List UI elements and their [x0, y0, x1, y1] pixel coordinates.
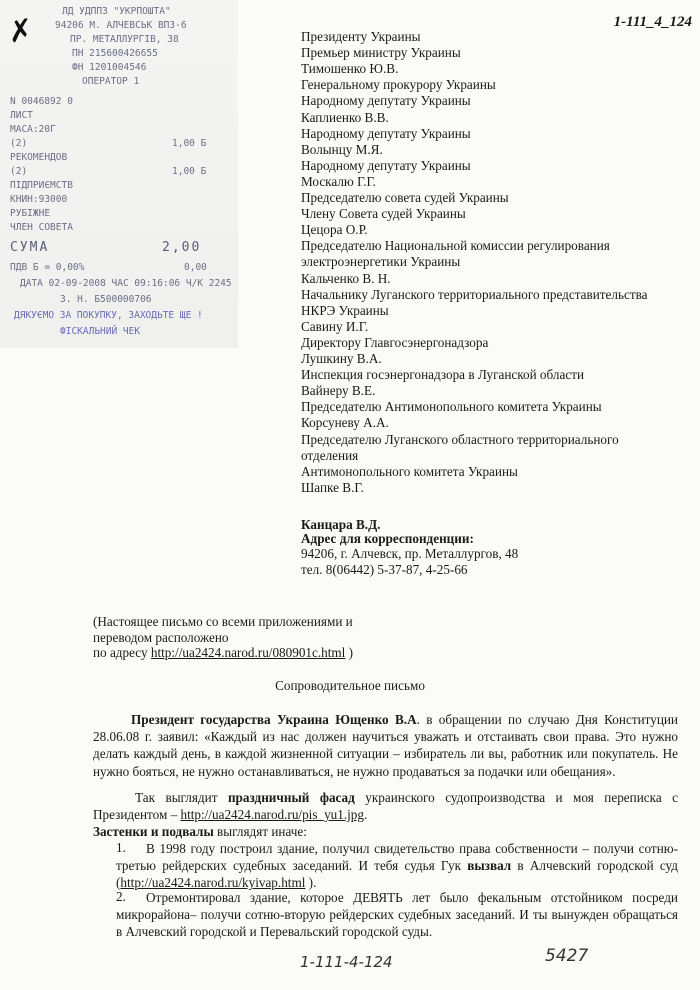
addressee-line: Председателю Национальной комиссии регулирования: [301, 238, 610, 254]
addressee-line: Народному депутату Украины: [301, 157, 471, 173]
addressee-line: Народному депутату Украины: [301, 125, 471, 141]
receipt-amount: 1,00 Б: [172, 138, 207, 149]
addressee-line: Москалю Г.Г.: [301, 173, 376, 189]
receipt-line: (2): [10, 138, 28, 149]
receipt-line: ФН 1201004546: [72, 62, 147, 73]
receipt-amount: 1,00 Б: [172, 166, 207, 177]
text-span: украинского судопроизводства и моя переписка с Президентом –: [93, 790, 679, 823]
sender-street: 94206, г. Алчевск, пр. Металлургов, 48: [301, 546, 519, 561]
receipt-line: З. Н. Б500000706: [60, 294, 152, 305]
text-span: выглядят иначе:: [213, 824, 307, 839]
postal-receipt: [0, 0, 238, 348]
receipt-line: ПДВ Б = 0,00%: [10, 262, 85, 273]
addressee-line: Премьер министру Украины: [301, 45, 461, 61]
sender-phone: тел. 8(06442) 5-37-87, 4-25-66: [301, 562, 468, 577]
court-link[interactable]: http://ua2424.narod.ru/kyivap.html: [120, 875, 306, 891]
list-number: 1.: [116, 840, 126, 855]
addressee-line: отделения: [301, 447, 359, 463]
paragraph-facade: [93, 789, 678, 823]
addressee-line: Инспекция госэнергонадзора в Луганской области: [301, 367, 585, 383]
text-span: в Алчевский городской суд (: [116, 858, 678, 891]
receipt-total-label: СУМА: [10, 240, 50, 255]
note-line: (Настоящее письмо со всеми приложениями и: [93, 614, 353, 629]
address-label: Адрес для корреспонденции:: [301, 531, 474, 546]
addressee-line: Директору Главгосэнергонадзора: [301, 334, 489, 350]
document-title: Сопроводительное письмо: [275, 678, 425, 693]
note-line-3: [93, 645, 353, 661]
receipt-line: ДАТА 02-09-2008 ЧАС 09:16:06 Ч/К 2245: [20, 278, 232, 289]
note-line: переводом расположено: [93, 630, 229, 645]
note-link[interactable]: http://ua2424.narod.ru/080901c.html: [150, 645, 346, 660]
addressee-line: Лушкину В.А.: [301, 351, 382, 366]
addressee-line: Волынцу М.Я.: [301, 141, 383, 157]
addressee-line: Вайнеру В.Е.: [301, 383, 376, 399]
addressee-line: НКРЭ Украины: [301, 302, 389, 318]
addressee-line: электроэнергетики Украины: [301, 254, 461, 270]
list-number: 2.: [116, 889, 126, 904]
addressee-line: Председателю Антимонопольного комитета Украины: [301, 399, 602, 415]
president-name: Президент государства Украина Ющенко В.А: [131, 712, 417, 727]
note-prefix: по адресу: [93, 645, 151, 660]
receipt-line: ПР. МЕТАЛЛУРГІВ, 38: [70, 34, 179, 45]
sender-name: Канцара В.Д.: [301, 517, 381, 532]
addressee-line: Шапке В.Г.: [301, 479, 364, 495]
text-span: .: [364, 807, 368, 823]
addressee-line: Президенту Украины: [301, 29, 421, 44]
addressee-line: Народному депутату Украины: [301, 93, 471, 109]
addressee-line: Генеральному прокурору Украины: [301, 77, 496, 93]
addressee-line: Начальнику Луганского территориального представительства: [301, 286, 648, 302]
addressee-line: Каплиенко В.В.: [301, 109, 389, 125]
handwritten-code: 1-111-4-124: [300, 953, 393, 971]
addressee-line: Цецора О.Р.: [301, 222, 368, 238]
addressee-line: Савину И.Г.: [301, 318, 369, 334]
receipt-line: ЛИСТ: [10, 110, 33, 121]
quote-text: . в обращении по случаю Дня Конституции 28.06.08 г. заявил: «Каждый из нас должен научиться уважать и отстаивать свои права. Это нужно делать каждый день, в каждой жизненной ситуации – избиратель ли вы, работник или покупатель. Не нужно бояться, не нужно останавливаться, не нужно продаваться за подачки или обещания».: [93, 712, 678, 779]
receipt-line: ДЯКУЄМО ЗА ПОКУПКУ, ЗАХОДЬТЕ ЩЕ !: [14, 310, 203, 321]
receipt-line: РЕКОМЕНДОВ: [10, 152, 68, 163]
handwritten-number: 5427: [545, 946, 589, 966]
list-item: [116, 840, 678, 892]
receipt-line: РУБІЖНЕ: [10, 208, 51, 219]
text-span: ).: [305, 875, 317, 891]
bold-span: Застенки и подвалы: [93, 824, 214, 839]
receipt-line: 94206 М. АЛЧЕВСЬК ВПЗ-6: [55, 20, 187, 31]
receipt-line: ЛД УДППЗ "УКРПОШТА": [62, 6, 171, 17]
document-code: 1-111_4_124: [613, 14, 692, 30]
addressee-line: Председателю Луганского областного территориального: [301, 431, 619, 447]
bold-span: вызвал: [467, 858, 512, 874]
note-suffix: ): [345, 645, 354, 660]
receipt-line: ОПЕРАТОР 1: [82, 76, 140, 87]
text-span: В 1998 году построил здание, получил свидетельство права собственности – получи сотню-третью рейдерских судебных заседаний. И тебя судья Гук: [116, 841, 678, 874]
receipt-total-value: 2,00: [162, 240, 202, 255]
list-item: Отремонтировал здание, которое ДЕВЯТЬ лет было фекальным отстойником посреди микрорайона– получи сотню-вторую рейдерских судебных заседаний. И ты вынужден обращаться в Алчевский городской и Перевальский городской суды.: [116, 890, 678, 940]
correspondence-link[interactable]: http://ua2424.narod.ru/pis_yu1.jpg: [180, 807, 364, 823]
receipt-line: МАСА:20Г: [10, 124, 56, 135]
receipt-line: ПІДПРИЄМСТВ: [10, 180, 73, 191]
addressee-line: Председателю совета судей Украины: [301, 190, 509, 205]
addressee-line: Тимошенко Ю.В.: [301, 61, 399, 77]
addressee-line: Корсуневу А.А.: [301, 415, 389, 431]
receipt-line: КНИН:93000: [10, 194, 68, 205]
text-span: Так выглядит: [135, 790, 228, 805]
bold-span: праздничный фасад: [227, 790, 355, 805]
paragraph-president-quote: [93, 711, 678, 780]
receipt-amount: 0,00: [184, 262, 207, 273]
addressee-line: Кальченко В. Н.: [301, 270, 391, 286]
cross-mark: ✗: [5, 12, 36, 51]
addressee-line: Члену Совета судей Украины: [301, 206, 466, 222]
receipt-line: ФІСКАЛЬНИЙ ЧЕК: [60, 326, 141, 337]
receipt-line: ЧЛЕН СОВЕТА: [10, 222, 73, 233]
receipt-line: N 0046892 0: [10, 96, 73, 107]
receipt-line: (2): [10, 166, 28, 177]
receipt-line: ПН 215600426655: [72, 48, 158, 59]
addressee-line: Антимонопольного комитета Украины: [301, 463, 518, 479]
paragraph-dungeons: [93, 823, 678, 840]
